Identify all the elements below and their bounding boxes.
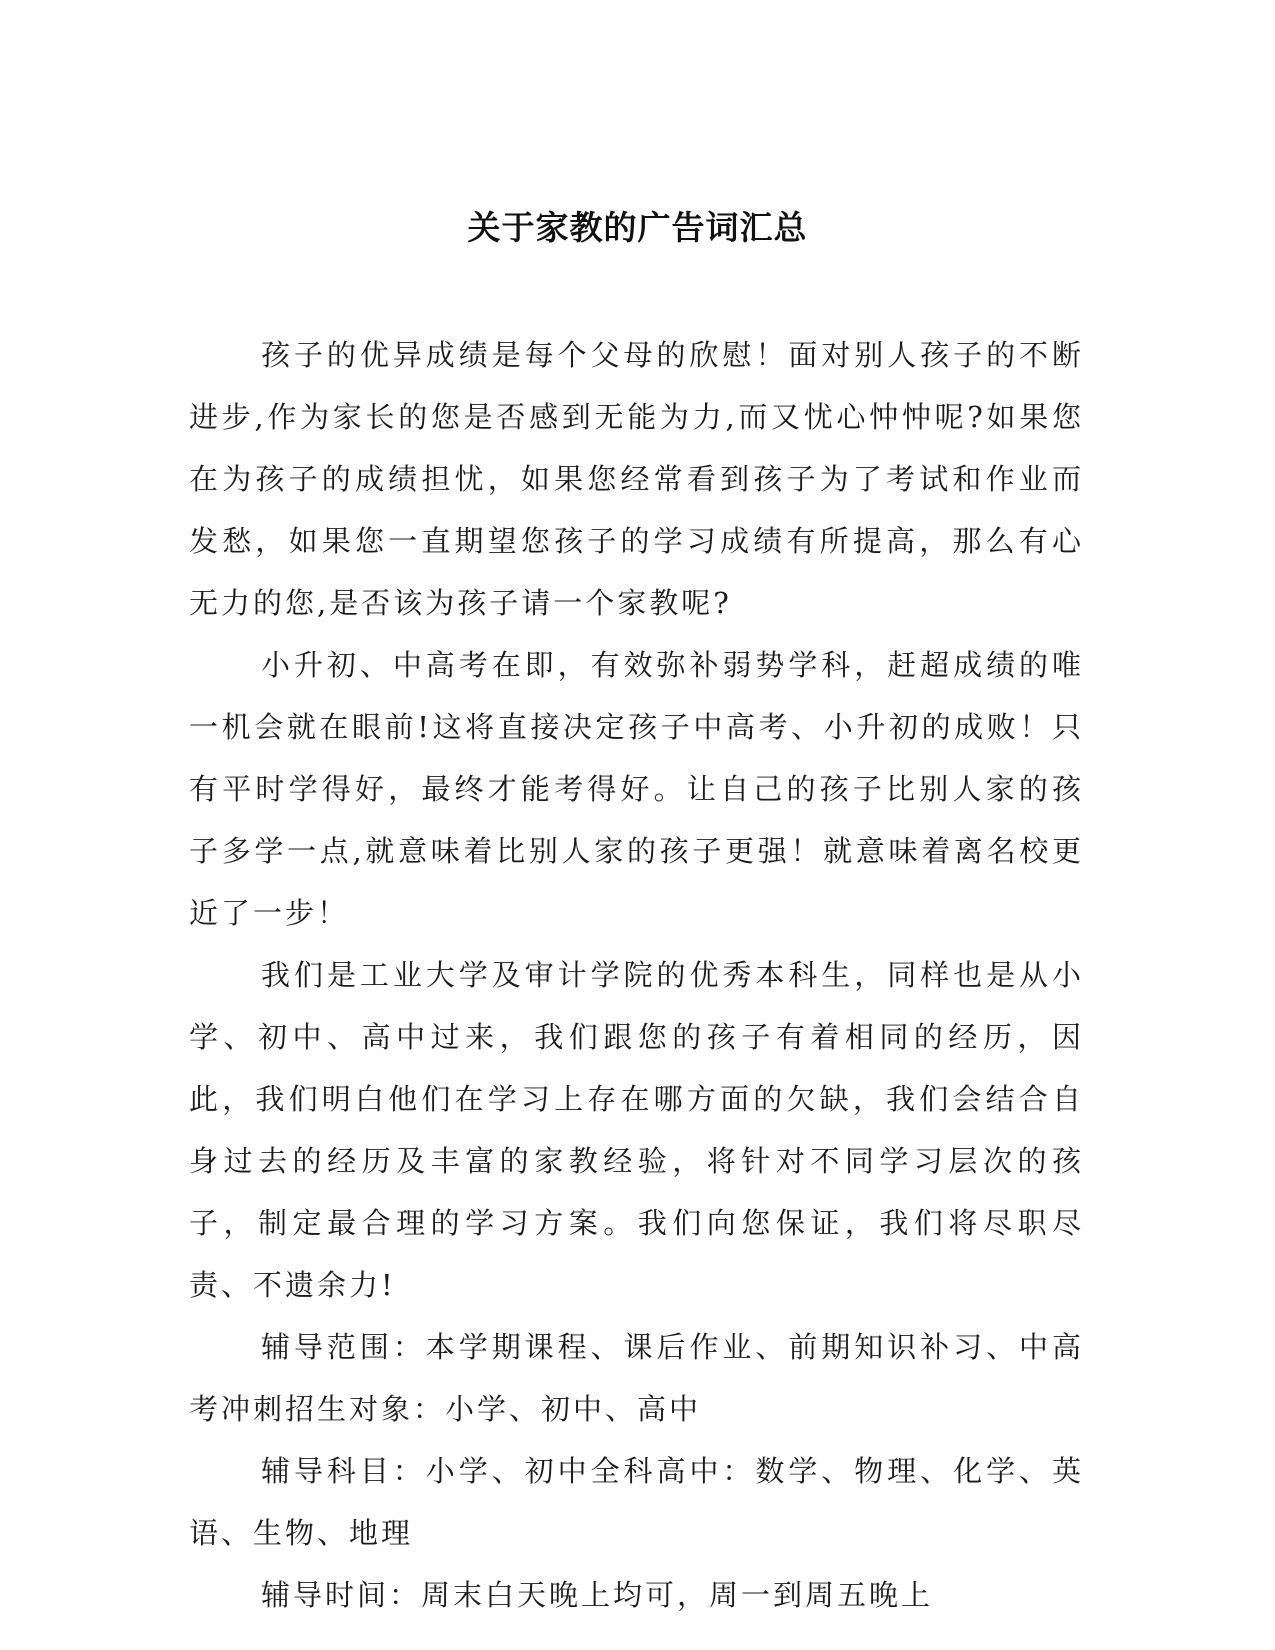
- document-title: 关于家教的广告词汇总: [467, 208, 808, 247]
- paragraph-tutoring-scope: 辅导范围：本学期课程、课后作业、前期知识补习、中高考冲刺招生对象：小学、初中、高中: [189, 1330, 1084, 1426]
- paragraph-schedule: 辅导时间：周末白天晚上均可，周一到周五晚上: [261, 1578, 934, 1612]
- paragraph-subjects: 辅导科目：小学、初中全科高中：数学、物理、化学、英语、生物、地理: [189, 1454, 1084, 1550]
- paragraph-exam-urgency: 小升初、中高考在即，有效弥补弱势学科，赶超成绩的唯一机会就在眼前!这将直接决定孩子中高考、小升初的成败！只有平时学得好，最终才能考得好。让自己的孩子比别人家的孩子多学一点,就意味着比别人家的孩子更强！就意味着离名校更近了一步！: [189, 648, 1084, 930]
- document-body: [189, 324, 1084, 1626]
- paragraph-about-tutors: 我们是工业大学及审计学院的优秀本科生，同样也是从小学、初中、高中过来，我们跟您的孩子有着相同的经历，因此，我们明白他们在学习上存在哪方面的欠缺，我们会结合自身过去的经历及丰富的家教经验，将针对不同学习层次的孩子，制定最合理的学习方案。我们向您保证，我们将尽职尽责、不遗余力!: [189, 958, 1084, 1302]
- paragraph-intro: 孩子的优异成绩是每个父母的欣慰！面对别人孩子的不断进步,作为家长的您是否感到无能为力,而又忧心忡忡呢?如果您在为孩子的成绩担忧，如果您经常看到孩子为了考试和作业而发愁，如果您一直期望您孩子的学习成绩有所提高，那么有心无力的您,是否该为孩子请一个家教呢?: [189, 338, 1084, 620]
